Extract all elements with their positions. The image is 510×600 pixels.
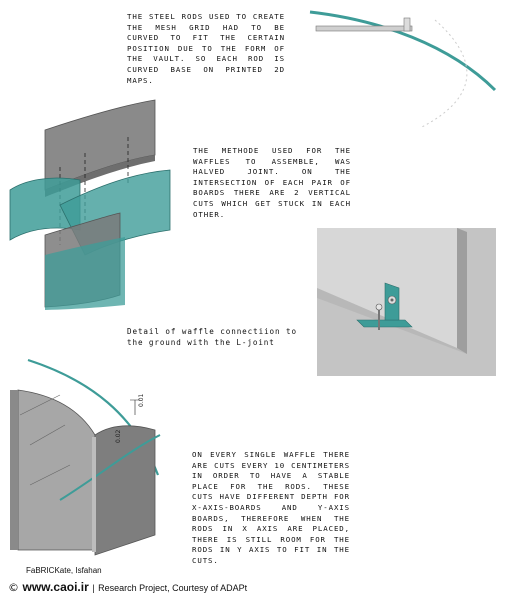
curved-rod xyxy=(310,12,495,90)
caption-rods: THE STEEL RODS USED TO CREATE THE MESH GRID HAD TO BE CURVED TO FIT THE CERTAIN POSITION DUE TO THE FORM OF THE VAULT. SO EACH ROD IS CURVED BASE ON PRINTED 2D MAPS. xyxy=(127,12,285,85)
site-link[interactable]: www.caoi.ir xyxy=(22,580,89,594)
dim-label-2: 0.02 xyxy=(115,429,122,443)
figure-waffle-joint xyxy=(5,95,185,310)
caption-ljoint: Detail of waffle connectiion to the ground with the L-joint xyxy=(127,327,297,347)
footer-brand xyxy=(8,580,247,594)
rod-bracket xyxy=(316,26,412,31)
waffle-panel-left xyxy=(18,390,95,550)
copyright-symbol: © xyxy=(8,581,19,594)
caption-waffle: THE METHODE USED FOR THE WAFFLES TO ASSEMBLE, WAS HALVED JOINT. ON THE INTERSECTION OF EACH PAIR OF BOARDS THERE ARE 2 VERTICAL CUTS WHICH GET STUCK IN EACH OTHER. xyxy=(193,146,351,219)
footer-location: FaBRICKate, Isfahan xyxy=(26,566,102,575)
rod-shadow-arc xyxy=(420,20,467,128)
l-joint-plate xyxy=(357,320,412,327)
figure-curved-rod xyxy=(300,0,510,130)
footer-separator: | xyxy=(92,583,95,593)
figure-waffle-cuts xyxy=(0,355,180,575)
caption-cuts: ON EVERY SINGLE WAFFLE THERE ARE CUTS EVERY 10 CENTIMETERS IN ORDER TO HAVE A STABLE PLACE FOR THE RODS. THESE CUTS HAVE DIFFERENT DEPTH FOR X-AXIS-BOARDS AND Y-AXIS BOARDS, THEREFORE WHEN THE RODS IN X AXIS ARE PLACED, THERE IS STILL ROOM FOR THE RODS IN Y AXIS TO FIT IN THE CUTS. xyxy=(192,450,350,565)
figure-l-joint xyxy=(317,228,496,376)
dim-label-1: 0.01 xyxy=(138,393,145,407)
footer-note: Research Project, Courtesy of ADAPt xyxy=(98,583,248,593)
waffle-panel-right xyxy=(95,426,155,555)
